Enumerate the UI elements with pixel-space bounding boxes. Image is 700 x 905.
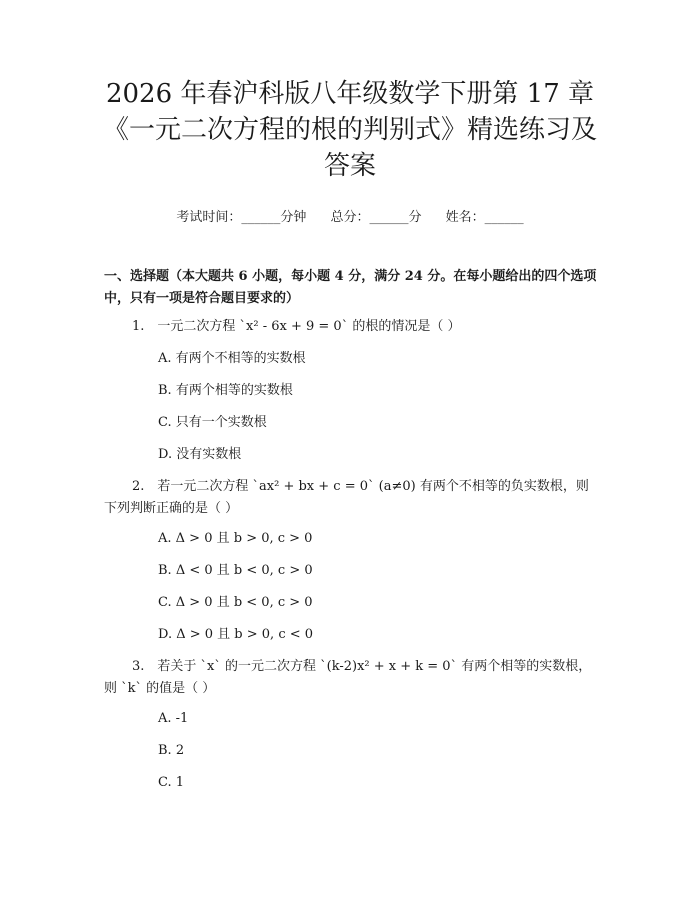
question-1-option-a: A. 有两个不相等的实数根 [158, 351, 306, 366]
question-2-option-b: B. Δ < 0 且 b < 0, c > 0 [158, 563, 313, 578]
question-2-option-a: A. Δ > 0 且 b > 0, c > 0 [158, 531, 313, 546]
document-title [60, 76, 640, 184]
exam-time: 考试时间：______分钟 [176, 210, 307, 225]
question-2-option-d: D. Δ > 0 且 b > 0, c < 0 [158, 627, 314, 642]
exam-meta [0, 206, 700, 225]
question-1-option-d: D. 没有实数根 [158, 447, 242, 462]
student-name: 姓名：______ [445, 210, 524, 225]
question-1-option-b: B. 有两个相等的实数根 [158, 383, 293, 398]
exam-total-score: 总分：______分 [330, 210, 422, 225]
section-heading: 一、选择题（本大题共 6 小题，每小题 4 分，满分 24 分。在每小题给出的四个选项中，只有一项是符合题目要求的） [104, 269, 597, 306]
question-3-option-a: A. -1 [158, 711, 189, 726]
question-1-stem: 1. 一元二次方程 `x² - 6x + 9 = 0` 的根的情况是（ ） [132, 319, 461, 334]
question-2-option-c: C. Δ > 0 且 b < 0, c > 0 [158, 595, 313, 610]
question-3-option-c: C. 1 [158, 775, 185, 790]
question-3-stem: 3. 若关于 `x` 的一元二次方程 `(k-2)x² + x + k = 0` 有两个相等的实数根，则 `k` 的值是（ ） [104, 659, 592, 696]
question-2-stem: 2. 若一元二次方程 `ax² + bx + c = 0` (a≠0) 有两个不相等的负实数根，则下列判断正确的是（ ） [104, 479, 589, 516]
question-1-option-c: C. 只有一个实数根 [158, 415, 267, 430]
title-line-2: 《一元二次方程的根的判别式》精选练习及 [102, 115, 597, 145]
question-3-option-b: B. 2 [158, 743, 185, 758]
title-line-3: 答案 [323, 151, 376, 181]
title-line-1: 2026 年春沪科版八年级数学下册第 17 章 [105, 79, 595, 109]
